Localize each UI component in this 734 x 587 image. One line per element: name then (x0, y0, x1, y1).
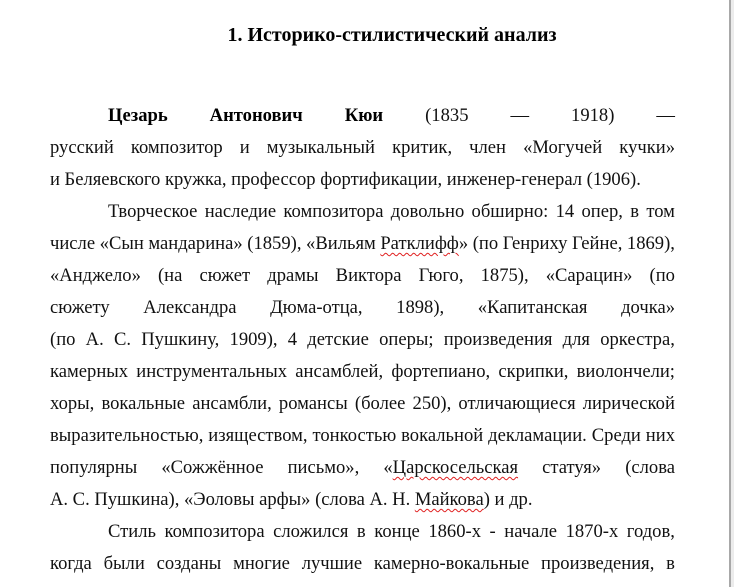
word: Пушкину, (141, 329, 220, 350)
word: произведения, (541, 553, 655, 574)
word: сюжет (199, 265, 251, 286)
word: и (50, 169, 60, 190)
word: произведения (443, 329, 553, 350)
word: годов, (626, 521, 675, 542)
text-line (50, 196, 675, 228)
word: 4 (287, 329, 298, 350)
word: драмы (267, 265, 319, 286)
word: — (510, 105, 530, 126)
text-line (50, 324, 675, 356)
word: вокальной (401, 425, 484, 446)
word: фортификации, (320, 169, 443, 190)
word: лирической (582, 393, 675, 414)
word: письмо», (287, 457, 360, 478)
text-line (50, 516, 675, 548)
word: «Могучей (523, 137, 603, 158)
word: критик, (392, 137, 453, 158)
word: изяществом, (208, 425, 308, 446)
word: 1875), (480, 265, 529, 286)
text-line (50, 420, 675, 452)
word: Майкова) (414, 489, 490, 510)
word: были (103, 553, 145, 574)
word: инженер-генерал (446, 169, 583, 190)
word: Генриху (502, 233, 568, 254)
word: А. (85, 329, 104, 350)
word: «Царскосельская (383, 457, 519, 478)
word: «Капитанская (477, 297, 588, 318)
word: профессор (231, 169, 316, 190)
word: оперы; (379, 329, 434, 350)
word: композитора (164, 521, 265, 542)
word: С. (113, 329, 132, 350)
word: Александра (143, 297, 237, 318)
word: многие (233, 553, 290, 574)
word: 14 (555, 201, 575, 222)
word: Н. (392, 489, 411, 510)
word: - (489, 521, 496, 542)
word: Виктора (335, 265, 402, 286)
word: вокальные (101, 393, 186, 414)
word: фортепиано, (391, 361, 491, 382)
word: 1860-х (428, 521, 481, 542)
word: конце (374, 521, 420, 542)
text-line (50, 292, 675, 324)
word: (1835 (425, 105, 469, 126)
word: музыкальный (266, 137, 375, 158)
word: когда (50, 553, 92, 574)
word: 1870-х (565, 521, 619, 542)
word: композитора (283, 201, 384, 222)
word: статуя» (542, 457, 602, 478)
word: 250), (412, 393, 452, 414)
word: 1898), (396, 297, 445, 318)
word: Беляевского (64, 169, 161, 190)
word: числе (50, 233, 96, 254)
word: «Сожжённое (161, 457, 264, 478)
word: Гейне, (571, 233, 623, 254)
word: в (356, 521, 366, 542)
word: «Анджело» (50, 265, 141, 286)
section-heading: 1. Историко-стилистический анализ (227, 24, 557, 46)
word: (более (354, 393, 406, 414)
word: Цезарь (108, 105, 168, 126)
word: «Сарацин» (545, 265, 633, 286)
word: инструментальных (136, 361, 288, 382)
text-line (50, 452, 675, 484)
word: довольно (390, 201, 465, 222)
word: Пушкина), (94, 489, 180, 510)
word: А. (369, 489, 388, 510)
word: обширно: (471, 201, 549, 222)
word: Кюи (344, 105, 384, 126)
word: Творческое (108, 201, 198, 222)
word: оркестра, (600, 329, 675, 350)
word: дочка» (621, 297, 675, 318)
word: (1906). (586, 169, 641, 190)
document-body[interactable] (50, 100, 675, 580)
word: Стиль (108, 521, 156, 542)
word: декламации. (488, 425, 587, 446)
word: 1869), (626, 233, 675, 254)
word: популярны (50, 457, 138, 478)
spellcheck-underline[interactable]: Майкова (414, 489, 484, 510)
word: лучшие (301, 553, 363, 574)
word: начале (504, 521, 558, 542)
text-line (50, 548, 675, 580)
word: кружка, (164, 169, 227, 190)
text-line (50, 100, 675, 132)
word: отличающиеся (458, 393, 576, 414)
word: Антонович (209, 105, 303, 126)
spellcheck-underline[interactable]: Царскосельская (392, 457, 519, 478)
word: для (562, 329, 590, 350)
word: (слова (625, 457, 675, 478)
word: ансамблей, (295, 361, 384, 382)
text-line (50, 164, 675, 196)
word: композитор (130, 137, 223, 158)
word: в (630, 201, 640, 222)
word: (на (157, 265, 183, 286)
word: и (239, 137, 250, 158)
word: (слова (315, 489, 365, 510)
word: скрипки, (498, 361, 569, 382)
word: арфы» (259, 489, 311, 510)
word: Ратклифф» (380, 233, 469, 254)
word: А. (50, 489, 69, 510)
word: хоры, (50, 393, 95, 414)
word: в (666, 553, 675, 574)
text-line (50, 388, 675, 420)
word: выразительностью, (50, 425, 204, 446)
text-line (50, 228, 675, 260)
word: детские (307, 329, 369, 350)
word: сюжету (50, 297, 110, 318)
word: «Вильям (306, 233, 376, 254)
word: опер, (581, 201, 623, 222)
word: (по (472, 233, 499, 254)
word: них (645, 425, 675, 446)
word: сложился (273, 521, 349, 542)
word: 1909), (229, 329, 278, 350)
word: наследие (204, 201, 277, 222)
word: — (656, 105, 675, 126)
word: том (646, 201, 675, 222)
word: (по (50, 329, 76, 350)
word: Гюго, (418, 265, 464, 286)
word: и (494, 489, 505, 510)
word: «Эоловы (184, 489, 255, 510)
word: романсы (278, 393, 348, 414)
word: член (469, 137, 507, 158)
word: Среди (591, 425, 641, 446)
word: С. (72, 489, 90, 510)
word: кучки» (619, 137, 675, 158)
word: (1859), (247, 233, 302, 254)
word: 1918) (571, 105, 615, 126)
word: камерно-вокальные (373, 553, 530, 574)
word: (по (649, 265, 675, 286)
text-line (50, 132, 675, 164)
word: созданы (156, 553, 222, 574)
spellcheck-underline[interactable]: Ратклифф (380, 233, 459, 254)
word: русский (50, 137, 114, 158)
word: виолончели; (576, 361, 675, 382)
word: камерных (50, 361, 129, 382)
word: тонкостью (312, 425, 397, 446)
word: ансамбли, (192, 393, 272, 414)
word: др. (509, 489, 533, 510)
word: «Сын (99, 233, 144, 254)
text-line (50, 484, 675, 516)
word: мандарина» (148, 233, 243, 254)
text-line (50, 356, 675, 388)
word: Дюма-отца, (270, 297, 363, 318)
text-line (50, 260, 675, 292)
